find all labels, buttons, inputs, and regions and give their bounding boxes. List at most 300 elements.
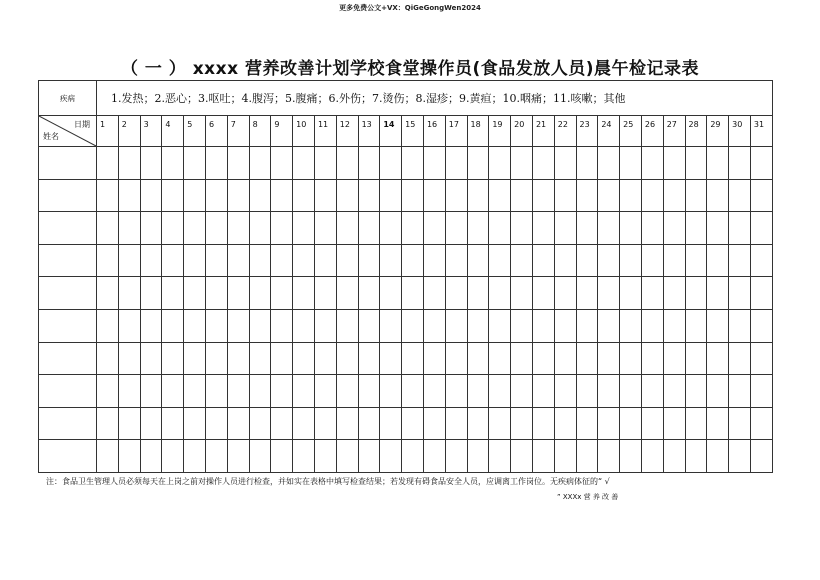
check-cell[interactable] (489, 309, 511, 342)
check-cell[interactable] (97, 407, 119, 440)
check-cell[interactable] (184, 407, 206, 440)
check-cell[interactable] (663, 212, 685, 245)
check-cell[interactable] (707, 147, 729, 180)
check-cell[interactable] (489, 342, 511, 375)
check-cell[interactable] (576, 342, 598, 375)
check-cell[interactable] (184, 440, 206, 473)
check-cell[interactable] (489, 212, 511, 245)
check-cell[interactable] (532, 179, 554, 212)
check-cell[interactable] (314, 375, 336, 408)
check-cell[interactable] (707, 309, 729, 342)
check-cell[interactable] (598, 147, 620, 180)
check-cell[interactable] (97, 277, 119, 310)
check-cell[interactable] (293, 212, 315, 245)
check-cell[interactable] (729, 342, 751, 375)
check-cell[interactable] (620, 309, 642, 342)
check-cell[interactable] (576, 179, 598, 212)
check-cell[interactable] (685, 277, 707, 310)
check-cell[interactable] (358, 277, 380, 310)
check-cell[interactable] (685, 212, 707, 245)
check-cell[interactable] (271, 342, 293, 375)
check-cell[interactable] (140, 440, 162, 473)
check-cell[interactable] (140, 179, 162, 212)
check-cell[interactable] (97, 212, 119, 245)
check-cell[interactable] (511, 440, 533, 473)
check-cell[interactable] (184, 342, 206, 375)
check-cell[interactable] (729, 375, 751, 408)
check-cell[interactable] (140, 147, 162, 180)
check-cell[interactable] (358, 244, 380, 277)
check-cell[interactable] (576, 147, 598, 180)
check-cell[interactable] (423, 407, 445, 440)
check-cell[interactable] (358, 440, 380, 473)
check-cell[interactable] (402, 179, 424, 212)
check-cell[interactable] (554, 147, 576, 180)
check-cell[interactable] (380, 342, 402, 375)
check-cell[interactable] (314, 440, 336, 473)
check-cell[interactable] (336, 277, 358, 310)
check-cell[interactable] (227, 179, 249, 212)
check-cell[interactable] (118, 375, 140, 408)
check-cell[interactable] (205, 212, 227, 245)
check-cell[interactable] (532, 309, 554, 342)
check-cell[interactable] (750, 309, 772, 342)
check-cell[interactable] (118, 212, 140, 245)
check-cell[interactable] (641, 179, 663, 212)
check-cell[interactable] (729, 440, 751, 473)
check-cell[interactable] (423, 179, 445, 212)
check-cell[interactable] (402, 277, 424, 310)
name-cell[interactable] (39, 375, 97, 408)
check-cell[interactable] (249, 244, 271, 277)
check-cell[interactable] (554, 277, 576, 310)
check-cell[interactable] (249, 407, 271, 440)
check-cell[interactable] (423, 277, 445, 310)
check-cell[interactable] (423, 212, 445, 245)
check-cell[interactable] (162, 342, 184, 375)
check-cell[interactable] (380, 147, 402, 180)
check-cell[interactable] (358, 179, 380, 212)
check-cell[interactable] (423, 244, 445, 277)
check-cell[interactable] (467, 277, 489, 310)
check-cell[interactable] (162, 309, 184, 342)
check-cell[interactable] (641, 147, 663, 180)
check-cell[interactable] (663, 342, 685, 375)
check-cell[interactable] (227, 440, 249, 473)
check-cell[interactable] (467, 407, 489, 440)
check-cell[interactable] (293, 147, 315, 180)
check-cell[interactable] (380, 244, 402, 277)
check-cell[interactable] (140, 309, 162, 342)
check-cell[interactable] (249, 212, 271, 245)
check-cell[interactable] (532, 244, 554, 277)
check-cell[interactable] (336, 375, 358, 408)
check-cell[interactable] (489, 440, 511, 473)
name-cell[interactable] (39, 147, 97, 180)
check-cell[interactable] (358, 375, 380, 408)
check-cell[interactable] (576, 277, 598, 310)
check-cell[interactable] (162, 179, 184, 212)
check-cell[interactable] (750, 244, 772, 277)
check-cell[interactable] (554, 375, 576, 408)
check-cell[interactable] (554, 212, 576, 245)
check-cell[interactable] (554, 179, 576, 212)
check-cell[interactable] (467, 244, 489, 277)
check-cell[interactable] (685, 147, 707, 180)
check-cell[interactable] (641, 440, 663, 473)
check-cell[interactable] (663, 179, 685, 212)
check-cell[interactable] (750, 179, 772, 212)
check-cell[interactable] (729, 309, 751, 342)
check-cell[interactable] (97, 309, 119, 342)
check-cell[interactable] (97, 342, 119, 375)
check-cell[interactable] (380, 179, 402, 212)
check-cell[interactable] (750, 407, 772, 440)
check-cell[interactable] (511, 212, 533, 245)
check-cell[interactable] (336, 147, 358, 180)
check-cell[interactable] (118, 277, 140, 310)
check-cell[interactable] (423, 342, 445, 375)
check-cell[interactable] (598, 440, 620, 473)
check-cell[interactable] (554, 407, 576, 440)
check-cell[interactable] (445, 407, 467, 440)
check-cell[interactable] (576, 244, 598, 277)
check-cell[interactable] (750, 375, 772, 408)
check-cell[interactable] (118, 309, 140, 342)
check-cell[interactable] (445, 147, 467, 180)
check-cell[interactable] (293, 375, 315, 408)
check-cell[interactable] (641, 407, 663, 440)
check-cell[interactable] (184, 179, 206, 212)
check-cell[interactable] (97, 147, 119, 180)
check-cell[interactable] (358, 212, 380, 245)
check-cell[interactable] (140, 244, 162, 277)
name-cell[interactable] (39, 277, 97, 310)
check-cell[interactable] (314, 147, 336, 180)
check-cell[interactable] (402, 147, 424, 180)
check-cell[interactable] (511, 407, 533, 440)
check-cell[interactable] (663, 440, 685, 473)
name-cell[interactable] (39, 309, 97, 342)
check-cell[interactable] (140, 212, 162, 245)
check-cell[interactable] (227, 244, 249, 277)
check-cell[interactable] (707, 375, 729, 408)
check-cell[interactable] (205, 440, 227, 473)
check-cell[interactable] (445, 309, 467, 342)
check-cell[interactable] (532, 212, 554, 245)
name-cell[interactable] (39, 440, 97, 473)
check-cell[interactable] (511, 342, 533, 375)
check-cell[interactable] (467, 147, 489, 180)
check-cell[interactable] (205, 147, 227, 180)
check-cell[interactable] (729, 244, 751, 277)
check-cell[interactable] (554, 440, 576, 473)
check-cell[interactable] (271, 407, 293, 440)
check-cell[interactable] (380, 440, 402, 473)
check-cell[interactable] (271, 277, 293, 310)
check-cell[interactable] (380, 375, 402, 408)
check-cell[interactable] (598, 277, 620, 310)
check-cell[interactable] (271, 440, 293, 473)
check-cell[interactable] (380, 407, 402, 440)
check-cell[interactable] (162, 375, 184, 408)
check-cell[interactable] (598, 179, 620, 212)
check-cell[interactable] (336, 342, 358, 375)
check-cell[interactable] (184, 147, 206, 180)
check-cell[interactable] (750, 440, 772, 473)
check-cell[interactable] (532, 375, 554, 408)
check-cell[interactable] (554, 309, 576, 342)
check-cell[interactable] (685, 342, 707, 375)
check-cell[interactable] (271, 147, 293, 180)
check-cell[interactable] (227, 212, 249, 245)
check-cell[interactable] (140, 407, 162, 440)
check-cell[interactable] (184, 375, 206, 408)
check-cell[interactable] (620, 342, 642, 375)
check-cell[interactable] (205, 407, 227, 440)
check-cell[interactable] (620, 147, 642, 180)
check-cell[interactable] (707, 244, 729, 277)
check-cell[interactable] (249, 147, 271, 180)
check-cell[interactable] (598, 407, 620, 440)
check-cell[interactable] (685, 407, 707, 440)
check-cell[interactable] (118, 179, 140, 212)
check-cell[interactable] (707, 212, 729, 245)
name-cell[interactable] (39, 244, 97, 277)
check-cell[interactable] (336, 179, 358, 212)
check-cell[interactable] (685, 309, 707, 342)
check-cell[interactable] (707, 407, 729, 440)
check-cell[interactable] (271, 212, 293, 245)
check-cell[interactable] (620, 440, 642, 473)
check-cell[interactable] (336, 244, 358, 277)
check-cell[interactable] (358, 342, 380, 375)
check-cell[interactable] (532, 147, 554, 180)
check-cell[interactable] (729, 212, 751, 245)
check-cell[interactable] (184, 309, 206, 342)
check-cell[interactable] (402, 244, 424, 277)
check-cell[interactable] (445, 179, 467, 212)
check-cell[interactable] (685, 440, 707, 473)
check-cell[interactable] (227, 309, 249, 342)
check-cell[interactable] (184, 244, 206, 277)
check-cell[interactable] (402, 440, 424, 473)
check-cell[interactable] (205, 179, 227, 212)
check-cell[interactable] (729, 147, 751, 180)
check-cell[interactable] (423, 309, 445, 342)
check-cell[interactable] (620, 407, 642, 440)
check-cell[interactable] (118, 244, 140, 277)
check-cell[interactable] (140, 342, 162, 375)
check-cell[interactable] (184, 212, 206, 245)
check-cell[interactable] (576, 212, 598, 245)
check-cell[interactable] (641, 212, 663, 245)
check-cell[interactable] (402, 309, 424, 342)
check-cell[interactable] (249, 342, 271, 375)
check-cell[interactable] (205, 309, 227, 342)
check-cell[interactable] (750, 342, 772, 375)
check-cell[interactable] (97, 375, 119, 408)
check-cell[interactable] (489, 244, 511, 277)
check-cell[interactable] (314, 244, 336, 277)
check-cell[interactable] (227, 277, 249, 310)
check-cell[interactable] (750, 212, 772, 245)
check-cell[interactable] (162, 277, 184, 310)
check-cell[interactable] (336, 440, 358, 473)
check-cell[interactable] (641, 309, 663, 342)
check-cell[interactable] (489, 375, 511, 408)
check-cell[interactable] (532, 277, 554, 310)
check-cell[interactable] (227, 375, 249, 408)
check-cell[interactable] (511, 375, 533, 408)
check-cell[interactable] (423, 440, 445, 473)
check-cell[interactable] (293, 179, 315, 212)
check-cell[interactable] (314, 212, 336, 245)
check-cell[interactable] (380, 212, 402, 245)
check-cell[interactable] (663, 277, 685, 310)
check-cell[interactable] (598, 244, 620, 277)
check-cell[interactable] (227, 342, 249, 375)
check-cell[interactable] (641, 244, 663, 277)
check-cell[interactable] (184, 277, 206, 310)
check-cell[interactable] (489, 407, 511, 440)
check-cell[interactable] (118, 407, 140, 440)
check-cell[interactable] (140, 277, 162, 310)
check-cell[interactable] (249, 375, 271, 408)
check-cell[interactable] (97, 244, 119, 277)
check-cell[interactable] (205, 244, 227, 277)
check-cell[interactable] (685, 244, 707, 277)
check-cell[interactable] (620, 244, 642, 277)
check-cell[interactable] (707, 342, 729, 375)
check-cell[interactable] (118, 147, 140, 180)
check-cell[interactable] (402, 407, 424, 440)
check-cell[interactable] (729, 179, 751, 212)
check-cell[interactable] (729, 277, 751, 310)
check-cell[interactable] (423, 147, 445, 180)
check-cell[interactable] (162, 147, 184, 180)
check-cell[interactable] (598, 309, 620, 342)
check-cell[interactable] (314, 309, 336, 342)
check-cell[interactable] (554, 244, 576, 277)
check-cell[interactable] (402, 342, 424, 375)
check-cell[interactable] (620, 375, 642, 408)
check-cell[interactable] (249, 309, 271, 342)
check-cell[interactable] (598, 342, 620, 375)
check-cell[interactable] (467, 212, 489, 245)
check-cell[interactable] (314, 277, 336, 310)
name-cell[interactable] (39, 342, 97, 375)
check-cell[interactable] (358, 309, 380, 342)
check-cell[interactable] (249, 277, 271, 310)
check-cell[interactable] (162, 244, 184, 277)
name-cell[interactable] (39, 407, 97, 440)
check-cell[interactable] (511, 179, 533, 212)
check-cell[interactable] (641, 277, 663, 310)
check-cell[interactable] (97, 179, 119, 212)
check-cell[interactable] (423, 375, 445, 408)
check-cell[interactable] (97, 440, 119, 473)
check-cell[interactable] (576, 440, 598, 473)
check-cell[interactable] (489, 147, 511, 180)
check-cell[interactable] (314, 179, 336, 212)
check-cell[interactable] (750, 147, 772, 180)
name-cell[interactable] (39, 212, 97, 245)
check-cell[interactable] (620, 212, 642, 245)
check-cell[interactable] (467, 179, 489, 212)
check-cell[interactable] (249, 440, 271, 473)
check-cell[interactable] (598, 212, 620, 245)
check-cell[interactable] (685, 375, 707, 408)
check-cell[interactable] (118, 440, 140, 473)
check-cell[interactable] (293, 277, 315, 310)
check-cell[interactable] (380, 309, 402, 342)
check-cell[interactable] (271, 244, 293, 277)
check-cell[interactable] (532, 440, 554, 473)
check-cell[interactable] (358, 407, 380, 440)
check-cell[interactable] (402, 212, 424, 245)
check-cell[interactable] (293, 309, 315, 342)
check-cell[interactable] (445, 342, 467, 375)
check-cell[interactable] (402, 375, 424, 408)
check-cell[interactable] (271, 375, 293, 408)
check-cell[interactable] (532, 407, 554, 440)
check-cell[interactable] (641, 375, 663, 408)
check-cell[interactable] (729, 407, 751, 440)
check-cell[interactable] (314, 342, 336, 375)
check-cell[interactable] (620, 179, 642, 212)
check-cell[interactable] (663, 407, 685, 440)
check-cell[interactable] (620, 277, 642, 310)
check-cell[interactable] (358, 147, 380, 180)
check-cell[interactable] (707, 179, 729, 212)
check-cell[interactable] (314, 407, 336, 440)
check-cell[interactable] (511, 147, 533, 180)
check-cell[interactable] (380, 277, 402, 310)
check-cell[interactable] (205, 277, 227, 310)
check-cell[interactable] (293, 244, 315, 277)
check-cell[interactable] (445, 277, 467, 310)
check-cell[interactable] (532, 342, 554, 375)
check-cell[interactable] (554, 342, 576, 375)
check-cell[interactable] (336, 407, 358, 440)
check-cell[interactable] (227, 147, 249, 180)
check-cell[interactable] (162, 407, 184, 440)
check-cell[interactable] (445, 212, 467, 245)
check-cell[interactable] (293, 440, 315, 473)
check-cell[interactable] (511, 309, 533, 342)
check-cell[interactable] (663, 147, 685, 180)
check-cell[interactable] (445, 244, 467, 277)
check-cell[interactable] (663, 309, 685, 342)
check-cell[interactable] (336, 309, 358, 342)
check-cell[interactable] (576, 309, 598, 342)
check-cell[interactable] (205, 342, 227, 375)
check-cell[interactable] (511, 277, 533, 310)
check-cell[interactable] (205, 375, 227, 408)
check-cell[interactable] (663, 375, 685, 408)
name-cell[interactable] (39, 179, 97, 212)
check-cell[interactable] (663, 244, 685, 277)
check-cell[interactable] (336, 212, 358, 245)
check-cell[interactable] (489, 179, 511, 212)
check-cell[interactable] (750, 277, 772, 310)
check-cell[interactable] (162, 212, 184, 245)
check-cell[interactable] (162, 440, 184, 473)
check-cell[interactable] (445, 375, 467, 408)
check-cell[interactable] (467, 342, 489, 375)
check-cell[interactable] (641, 342, 663, 375)
